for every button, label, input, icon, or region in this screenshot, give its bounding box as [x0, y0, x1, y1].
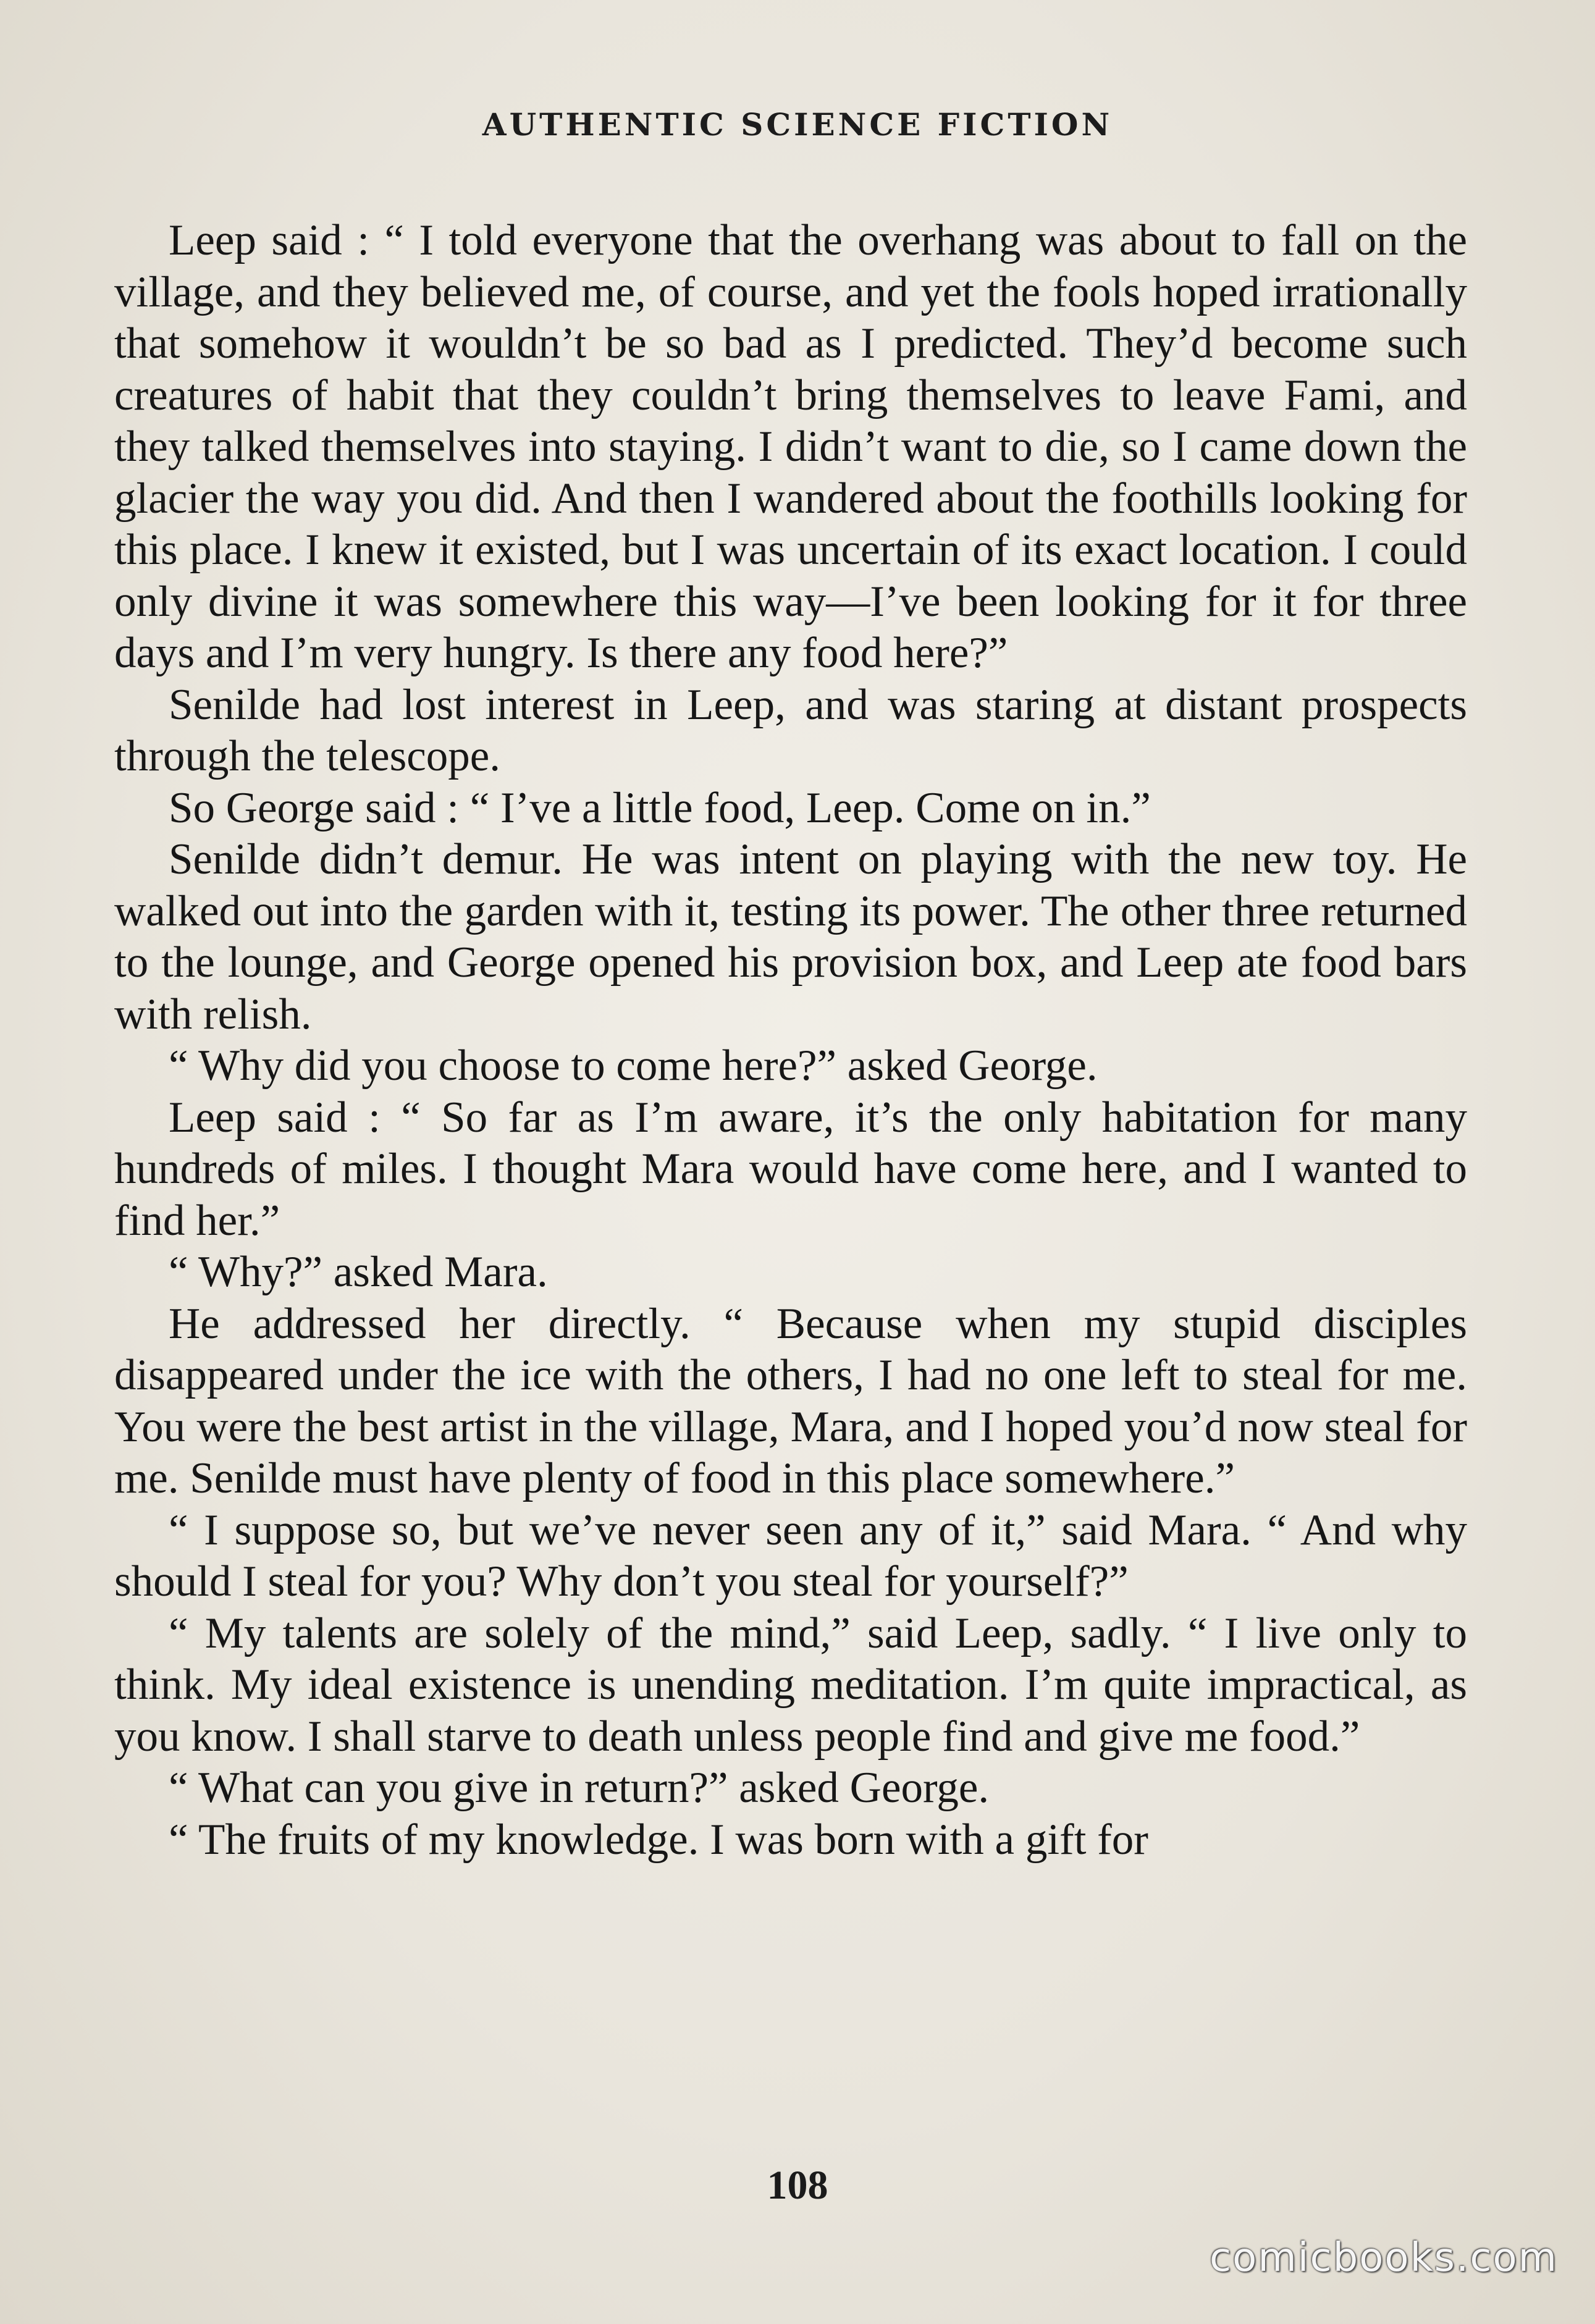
paragraph: He addressed her directly. “ Because when my stupid disciples disappeared under the ice with the others, I had no one left to steal for me. You were the best artist in the village, Mara, and I hoped you’d now steal for me. Senilde must have plenty of food in this place somewhere.” — [114, 1299, 1467, 1502]
paragraph: “ Why?” asked Mara. — [169, 1248, 548, 1296]
paragraph: “ Why did you choose to come here?” asked George. — [169, 1042, 1098, 1090]
paragraph: “ My talents are solely of the mind,” said Leep, sadly. “ I live only to think. My ideal existence is unending meditation. I’m quite impractical, as you know. I shall starve to death unless people find and give me food.” — [114, 1609, 1467, 1761]
site-watermark: comicbooks.com — [1209, 2235, 1558, 2281]
paragraph: Leep said : “ So far as I’m aware, it’s the only habitation for many hundreds of miles. I thought Mara would have come here, and I wanted to find her.” — [114, 1093, 1467, 1245]
page-number: 108 — [767, 2163, 828, 2208]
paragraph: Senilde didn’t demur. He was intent on playing with the new toy. He walked out into the garden with it, testing its power. The other three returned to the lounge, and George opened his provision box, and Leep ate food bars with relish. — [114, 835, 1467, 1038]
paragraph: “ I suppose so, but we’ve never seen any of it,” said Mara. “ And why should I steal for you? Why don’t you steal for yourself?” — [114, 1505, 1467, 1606]
body-text — [114, 215, 1467, 1866]
paragraph: “ What can you give in return?” asked George. — [169, 1764, 990, 1812]
paragraph: Senilde had lost interest in Leep, and was staring at distant prospects through the telescope. — [114, 680, 1467, 780]
paragraph: So George said : “ I’ve a little food, Leep. Come on in.” — [169, 783, 1151, 832]
running-head: AUTHENTIC SCIENCE FICTION — [482, 106, 1113, 143]
paragraph: Leep said : “ I told everyone that the overhang was about to fall on the village, and they believed me, of course, and yet the fools hoped irrationally that somehow it wouldn’t be so bad as I predicted. They’d become such creatures of habit that they couldn’t bring themselves to leave Fami, and they talked themselves into staying. I didn’t want to die, so I came down the glacier the way you did. And then I wandered about the foothills looking for this place. I knew it existed, but I was uncertain of its exact location. I could only divine it was somewhere this way—I’ve been looking for it for three days and I’m very hungry. Is there any food here?” — [114, 216, 1467, 677]
paragraph: “ The fruits of my knowledge. I was born with a gift for — [169, 1815, 1148, 1864]
